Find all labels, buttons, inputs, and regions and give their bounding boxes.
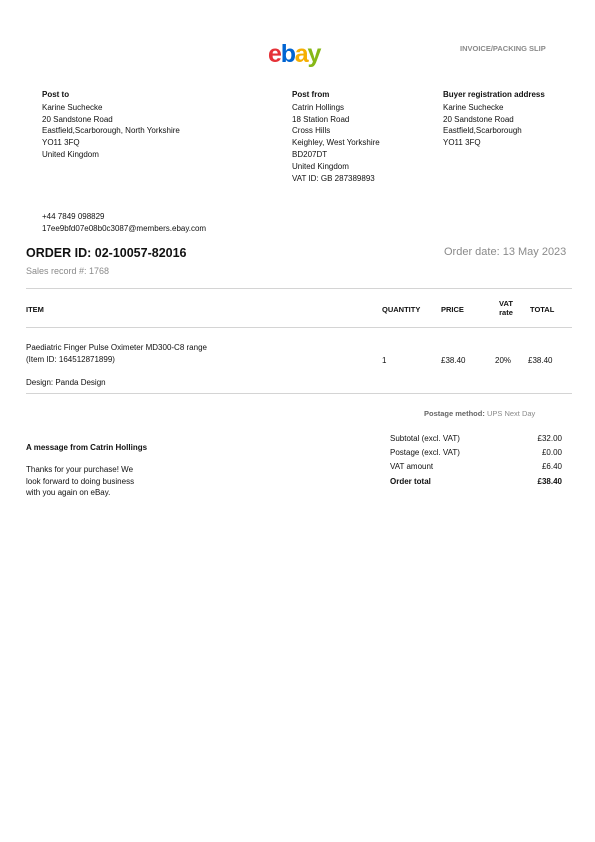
message-line: Thanks for your purchase! We [26, 465, 134, 474]
column-header-price: PRICE [441, 305, 464, 314]
order-id: ORDER ID: 02-10057-82016 [26, 246, 187, 260]
post-from-address [292, 89, 380, 184]
item-design: Design: Panda Design [26, 378, 106, 387]
address-line: YO11 3FQ [42, 138, 80, 148]
postage-label: Postage (excl. VAT) [390, 448, 460, 458]
column-header-vat-rate: VAT rate [499, 299, 513, 317]
buyer-registration-heading: Buyer registration address [443, 90, 545, 99]
post-to-heading: Post to [42, 90, 70, 99]
subtotal-label: Subtotal (excl. VAT) [390, 434, 460, 443]
item-title: Paediatric Finger Pulse Oximeter MD300-C8 range [26, 343, 207, 352]
logo-letter-y: y [307, 40, 321, 68]
item-vat-rate: 20% [495, 356, 512, 365]
postage-method-value: UPS Next Day [486, 409, 536, 418]
document-title: INVOICE/PACKING SLIP [460, 44, 546, 53]
logo-letter-a: a [294, 40, 308, 68]
post-from-heading: Post from [292, 90, 330, 99]
address-line: Karine Suchecke [42, 102, 103, 112]
totals-row-postage [390, 446, 562, 460]
address-line: United Kingdom [42, 149, 99, 159]
postage-value: £0.00 [541, 448, 562, 458]
item-price: £38.40 [441, 356, 466, 365]
order-total-value: £38.40 [537, 476, 562, 486]
totals-row-order-total [390, 475, 562, 489]
buyer-contact [42, 211, 206, 235]
totals-row-subtotal [390, 432, 562, 446]
logo-letter-e: e [268, 40, 281, 68]
address-line: Eastfield,Scarborough, North Yorkshire [42, 126, 180, 136]
order-totals [390, 432, 562, 489]
address-line: Cross Hills [292, 126, 331, 136]
address-line: Keighley, West Yorkshire [292, 138, 380, 148]
column-header-total: TOTAL [530, 305, 555, 314]
ebay-logo [268, 42, 320, 67]
address-line: Eastfield,Scarborough [443, 126, 522, 136]
postage-method-label: Postage method: [424, 409, 485, 418]
item-total: £38.40 [528, 356, 553, 365]
item-id: (Item ID: 164512871899) [26, 355, 115, 364]
address-line: 20 Sandstone Road [443, 114, 514, 124]
postage-method [424, 409, 535, 418]
address-line: 20 Sandstone Road [42, 114, 113, 124]
seller-message [26, 464, 134, 499]
message-line: with you again on eBay. [26, 488, 111, 497]
seller-message-title: A message from Catrin Hollings [26, 443, 148, 452]
buyer-registration-address [443, 89, 545, 149]
email-address: 17ee9bfd07e08b0c3087@members.ebay.com [42, 223, 207, 233]
vat-amount-value: £6.40 [541, 462, 562, 472]
subtotal-value: £32.00 [537, 434, 562, 443]
post-to-address [42, 89, 180, 161]
order-total-label: Order total [390, 476, 431, 486]
totals-row-vat [390, 460, 562, 474]
divider [26, 327, 572, 328]
phone-number: +44 7849 098829 [42, 212, 105, 221]
column-header-quantity: QUANTITY [382, 305, 421, 314]
vat-amount-label: VAT amount [390, 462, 434, 472]
divider [26, 288, 572, 289]
sales-record: Sales record #: 1768 [26, 266, 110, 276]
logo-letter-b: b [280, 40, 295, 68]
vat-id: VAT ID: GB 287389893 [292, 173, 375, 183]
address-line: 18 Station Road [292, 114, 350, 124]
address-line: Karine Suchecke [443, 102, 504, 112]
address-line: United Kingdom [292, 161, 349, 171]
divider [26, 393, 572, 394]
address-line: Catrin Hollings [292, 102, 345, 112]
address-line: BD207DT [292, 149, 328, 159]
column-header-item: ITEM [26, 305, 44, 314]
message-line: look forward to doing business [26, 476, 135, 486]
order-date: Order date: 13 May 2023 [444, 246, 567, 258]
address-line: YO11 3FQ [443, 138, 481, 148]
item-quantity: 1 [382, 356, 387, 365]
